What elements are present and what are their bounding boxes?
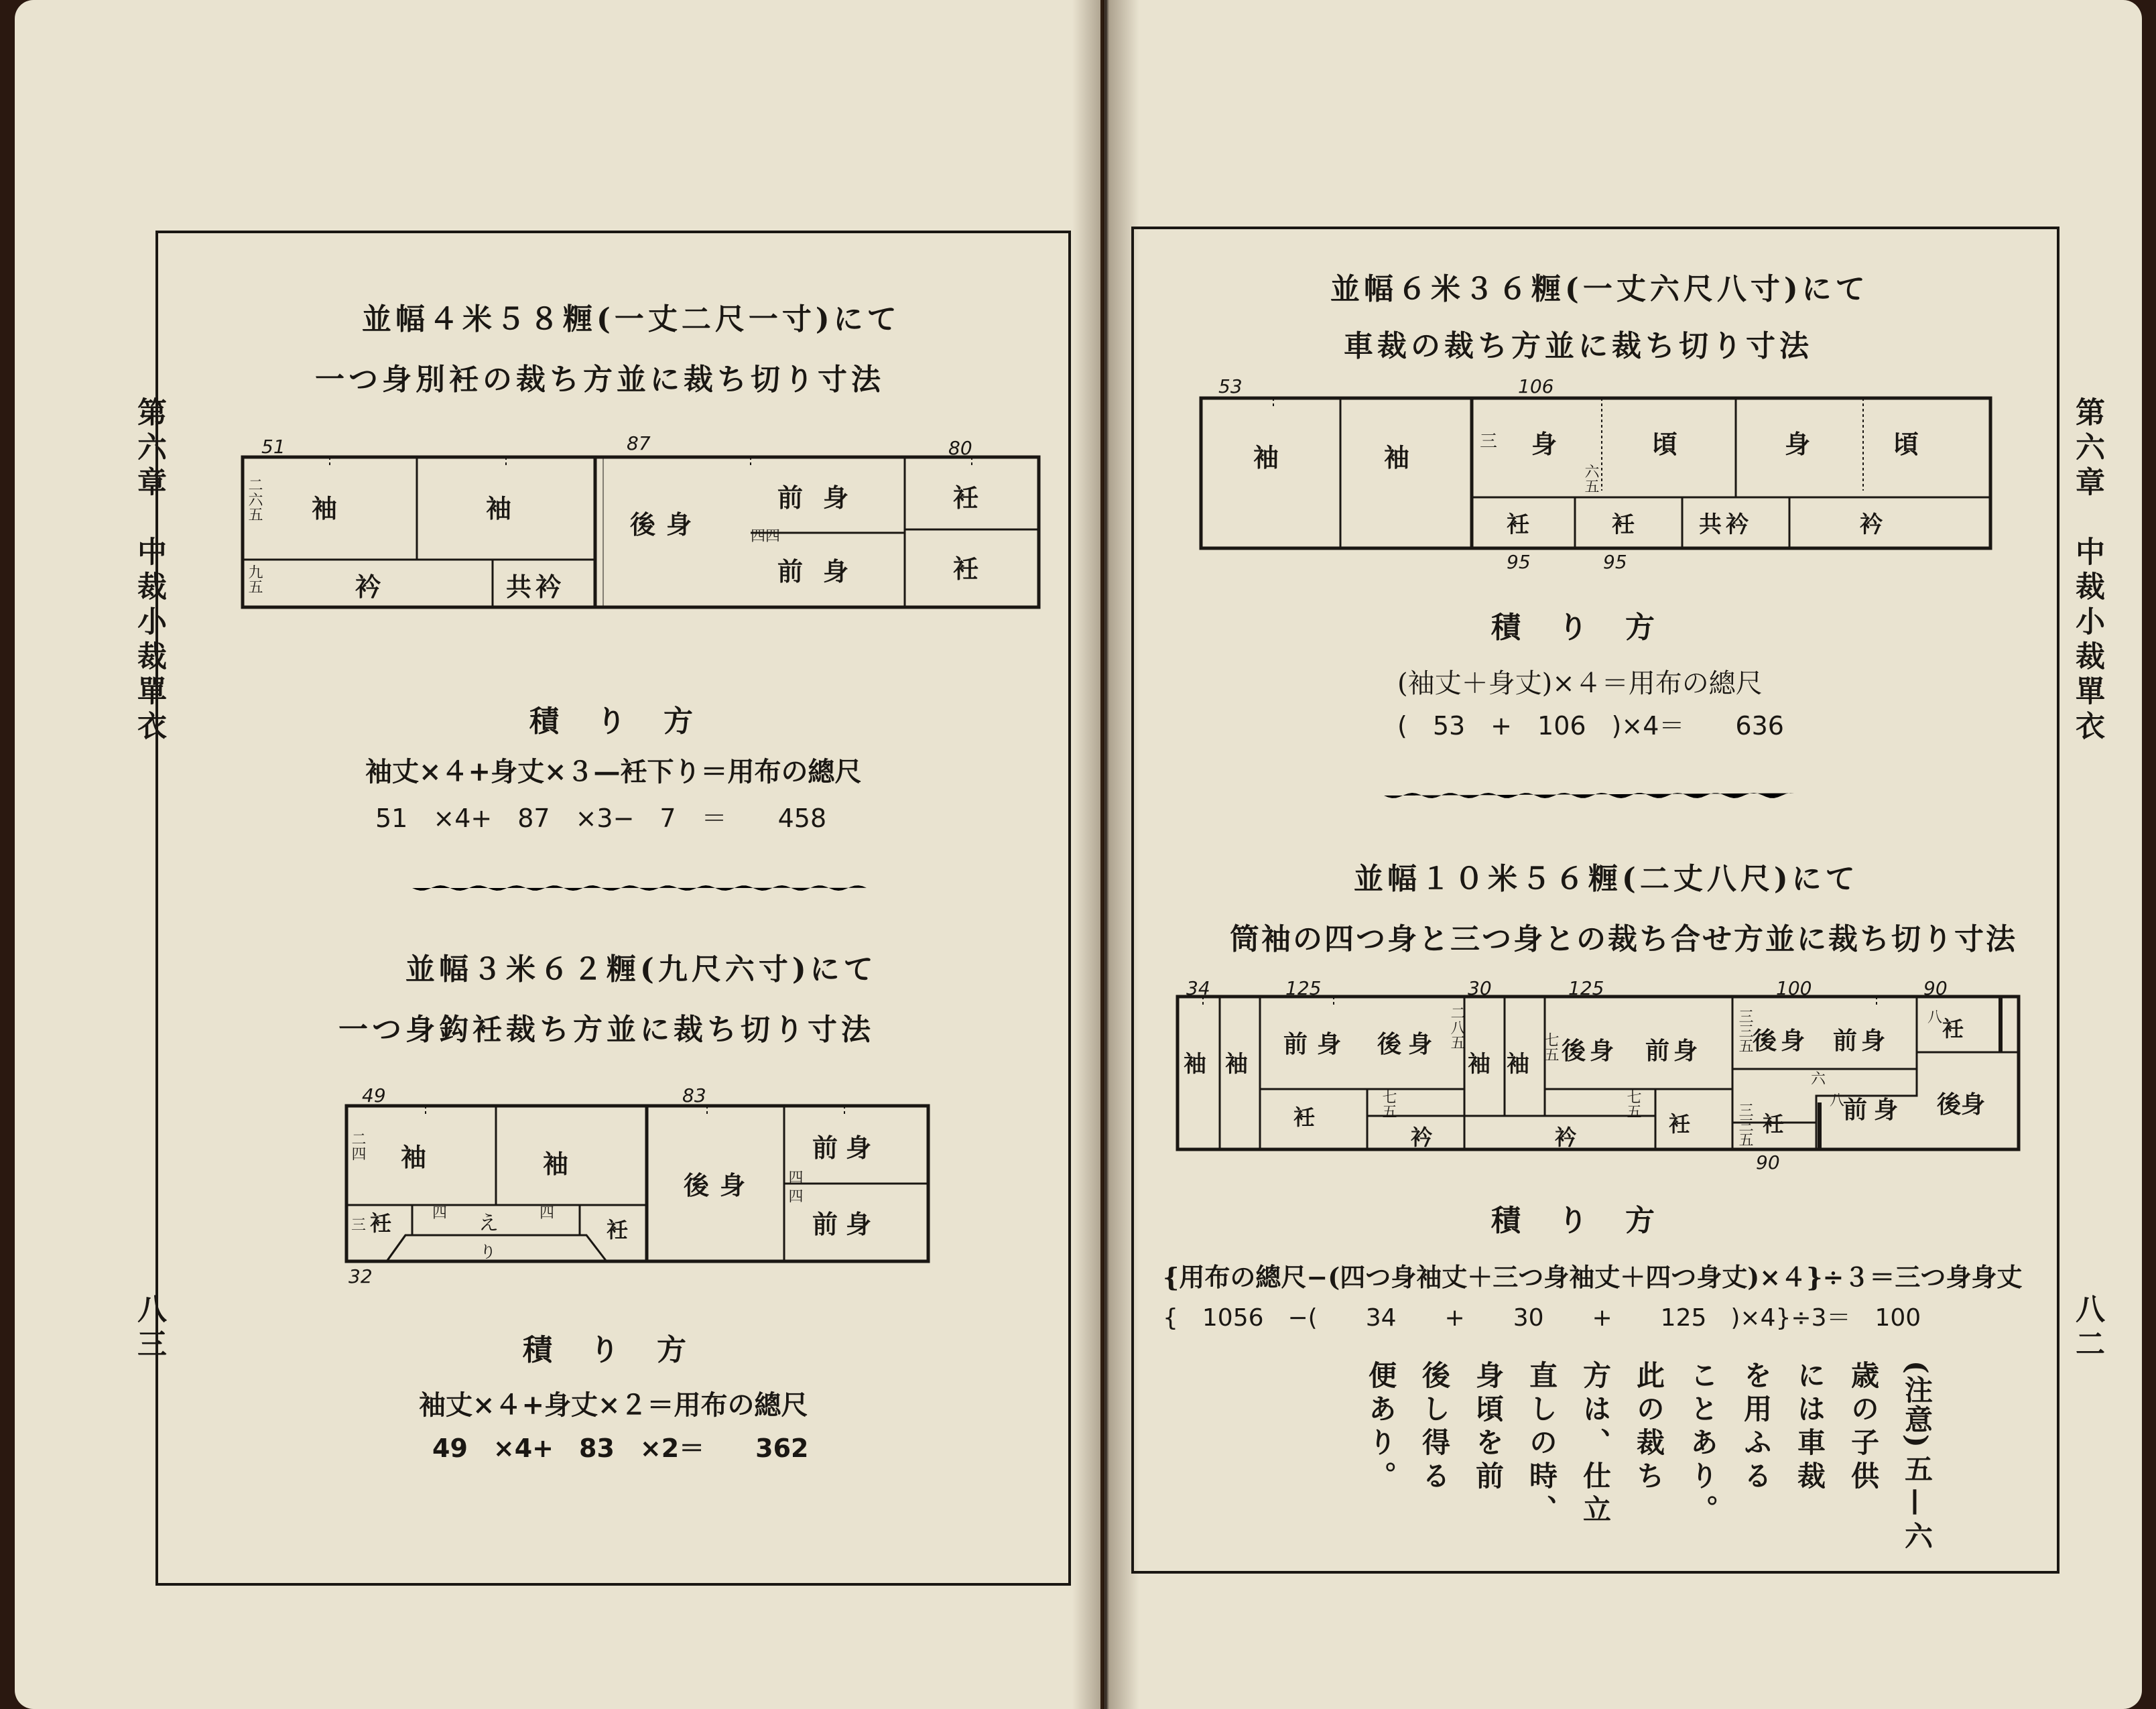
- left-s1-title2: 一つ身別衽の裁ち方並に裁ち切り寸法: [315, 363, 885, 397]
- right-s2-cell-eri1: 衿: [1411, 1125, 1433, 1150]
- right-s1-formula: (袖丈＋身丈)×４＝用布の總尺: [1397, 668, 1763, 699]
- right-s2-cell-maemi4: 前身: [1843, 1096, 1905, 1124]
- left-s2-note-n5: 四四: [786, 1169, 803, 1207]
- right-s2-title1: 並幅１０米５６糎(二丈八尺)にて: [1354, 862, 1859, 896]
- right-s2-cell-ushiromi4: 後身: [1937, 1090, 1986, 1119]
- right-s2-cell-okumi4: 衽: [1763, 1111, 1785, 1137]
- right-s2-dim-4: 100: [1776, 977, 1812, 999]
- left-s1-cell-sode1: 袖: [312, 493, 338, 523]
- note-line-7: 方は、仕立: [1579, 1360, 1612, 1528]
- left-s2-cell-okumi2: 衽: [607, 1217, 629, 1243]
- left-s1-note-n1: 二六五: [246, 477, 263, 521]
- right-s1-cell-okumi1: 衽: [1507, 511, 1529, 538]
- right-s2-cell-sode4: 袖: [1507, 1051, 1529, 1078]
- right-s2-note-n8: 八: [1927, 1009, 1943, 1026]
- right-s2-cell-maemi1: 前身: [1283, 1030, 1351, 1058]
- left-s2-cell-ushiromi: 後身: [684, 1170, 757, 1200]
- left-s1-calc: 51 ×4+ 87 ×3− 7 ＝ 458: [375, 804, 827, 833]
- right-s1-cell-koro1: 頃: [1652, 429, 1678, 459]
- left-s2-note-n3: 四: [432, 1205, 448, 1222]
- right-s1-tsumori-title: 積 り 方: [1491, 611, 1659, 645]
- note-label: (注意): [1901, 1360, 1933, 1449]
- right-s2-dim-5: 90: [1923, 977, 1948, 999]
- left-s2-cell-maemi2: 前身: [812, 1209, 880, 1239]
- right-s1-dim-sode: 53: [1218, 375, 1243, 397]
- right-s2-cell-sode3: 袖: [1468, 1051, 1491, 1078]
- right-s1-dim-okumi2: 95: [1603, 551, 1627, 573]
- note-line-5: ことあり。: [1686, 1360, 1719, 1528]
- left-s2-title2: 一つ身鈎衽裁ち方並に裁ち切り寸法: [338, 1013, 875, 1047]
- left-s2-note-n1: 二四: [349, 1131, 366, 1161]
- right-page-number: 八二: [2070, 1293, 2104, 1363]
- right-s2-dim-3: 125: [1568, 977, 1604, 999]
- right-caution-note: [1293, 1360, 1937, 1562]
- right-chapter-heading: 第六章 中裁小裁單衣: [2070, 397, 2104, 745]
- right-s2-note-n1: 二八五: [1448, 1005, 1465, 1050]
- right-s2-tsumori-title: 積 り 方: [1491, 1204, 1659, 1238]
- note-line-1: 五—六: [1901, 1454, 1933, 1555]
- right-s1-dim-mi: 106: [1518, 375, 1554, 397]
- right-s2-dim-0: 34: [1186, 977, 1210, 999]
- right-s1-dim-okumi1: 95: [1507, 551, 1531, 573]
- right-s2-note-n5: 三三五: [1736, 1009, 1753, 1053]
- left-s1-dim-sode: 51: [261, 436, 286, 458]
- left-s1-cell-maemi2: 前身: [777, 556, 869, 586]
- right-s1-cell-mi2: 身: [1785, 429, 1811, 459]
- right-s2-note-n6: 三三五: [1736, 1102, 1753, 1147]
- right-s1-cell-sode1: 袖: [1253, 442, 1279, 472]
- right-s1-cell-tomoeri: 共衿: [1699, 511, 1753, 538]
- right-s2-cell-ushiromi1: 後身: [1377, 1030, 1440, 1058]
- left-s2-title1: 並幅３米６２糎(九尺六寸)にて: [405, 952, 877, 987]
- left-s1-cell-okumi1: 衽: [953, 483, 979, 513]
- left-s2-note-n4: 四: [540, 1205, 555, 1222]
- note-line-3: には車裁: [1793, 1360, 1826, 1495]
- right-s1-note-n1: 三: [1480, 432, 1498, 452]
- left-s2-tsumori-title: 積 り 方: [523, 1333, 690, 1367]
- left-s2-dim-mi: 83: [682, 1084, 706, 1106]
- right-s2-calc: { 1056 −( 34 + 30 + 125 )×4}÷3＝ 100: [1163, 1304, 1921, 1332]
- left-s1-cell-eri: 衿: [355, 572, 381, 602]
- left-s1-note-n2: 九五: [246, 564, 263, 594]
- left-s1-dim-okumi: 80: [948, 437, 972, 459]
- right-s2-formula: {用布の總尺−(四つ身袖丈＋三つ身袖丈＋四つ身丈)×４}÷３＝三つ身身丈: [1163, 1262, 2023, 1292]
- left-s1-cell-tomoeri: 共衿: [506, 572, 566, 602]
- left-s2-cell-maemi1: 前身: [812, 1133, 880, 1163]
- left-s2-cell-sode1: 袖: [401, 1142, 427, 1172]
- note-line-4: を用ふる: [1740, 1360, 1773, 1495]
- right-s1-cell-koro2: 頃: [1893, 429, 1919, 459]
- right-s2-note-n2: 七五: [1542, 1032, 1559, 1062]
- note-line-9: 身頃を前: [1472, 1360, 1505, 1495]
- left-s2-formula: 袖丈×４+身丈×２＝用布の總尺: [419, 1389, 808, 1421]
- left-s2-dim-sode: 49: [362, 1084, 386, 1106]
- right-s2-cell-eri2: 衿: [1555, 1125, 1577, 1150]
- left-s1-tsumori-title: 積 り 方: [529, 704, 697, 739]
- left-s1-note-n3: 四四: [751, 528, 781, 545]
- left-s2-calc: 49 ×4+ 83 ×2＝ 362: [432, 1434, 809, 1463]
- right-s2-cell-okumi1: 衽: [1942, 1016, 1964, 1041]
- left-s2-cell-sode2: 袖: [543, 1149, 569, 1179]
- right-s2-note-n7: 六: [1811, 1071, 1826, 1088]
- right-s2-note-n9: 八: [1830, 1092, 1845, 1109]
- right-s1-cell-eri: 衿: [1860, 511, 1883, 538]
- note-line-11: 便あり。: [1365, 1360, 1397, 1495]
- right-s2-dim-6: 90: [1756, 1151, 1780, 1174]
- right-s1-cell-sode2: 袖: [1384, 442, 1410, 472]
- right-wavy-divider: [1384, 791, 1796, 800]
- note-line-6: 此の裁ち: [1633, 1360, 1665, 1495]
- right-s2-cell-okumi3: 衽: [1669, 1111, 1691, 1137]
- right-s2-note-n4: 七五: [1625, 1089, 1641, 1119]
- left-s1-title1: 並幅４米５８糎(一丈二尺一寸)にて: [362, 302, 901, 336]
- right-s2-cell-maemi2: 前身: [1645, 1037, 1702, 1065]
- right-s2-title2: 筒袖の四つ身と三つ身との裁ち合せ方並に裁ち切り寸法: [1230, 922, 2017, 956]
- left-s2-dim-bottom: 32: [348, 1265, 373, 1287]
- right-s2-cell-maemi3: 前身: [1833, 1027, 1890, 1055]
- left-s2-cell-okumi1: 衽: [370, 1210, 392, 1236]
- right-s1-calc: ( 53 + 106 )×4＝ 636: [1397, 711, 1784, 741]
- left-chapter-heading: 第六章 中裁小裁單衣: [132, 397, 166, 745]
- left-s1-cell-ushiromi: 後身: [630, 509, 703, 540]
- left-s1-cell-sode2: 袖: [486, 493, 512, 523]
- note-line-10: 後し得る: [1418, 1360, 1451, 1495]
- left-page-frame: [155, 231, 1071, 1586]
- left-wavy-divider: [412, 883, 868, 893]
- left-s1-cell-maemi1: 前身: [777, 483, 869, 513]
- right-s1-note-n2: 六五: [1582, 464, 1599, 493]
- left-s1-dim-mi: 87: [627, 432, 651, 454]
- right-s2-dim-1: 125: [1285, 977, 1322, 999]
- note-line-8: 直しの時、: [1525, 1360, 1558, 1528]
- left-s1-formula: 袖丈×４+身丈×３—衽下り＝用布の總尺: [365, 756, 862, 787]
- left-s1-cell-okumi2: 衽: [953, 554, 979, 584]
- right-s2-cell-okumi2: 衽: [1293, 1104, 1316, 1130]
- right-s2-cell-ushiromi3: 後身: [1753, 1027, 1810, 1055]
- right-s2-dim-2: 30: [1468, 977, 1492, 999]
- right-s1-cell-mi1: 身: [1531, 429, 1558, 459]
- right-s2-cell-sode1: 袖: [1184, 1051, 1206, 1078]
- left-page-number: 八三: [132, 1293, 166, 1363]
- right-s1-title1: 並幅６米３６糎(一丈六尺八寸)にて: [1330, 272, 1869, 306]
- left-s2-note-n2: 三: [351, 1217, 367, 1234]
- right-s2-cell-ushiromi2: 後身: [1562, 1037, 1619, 1065]
- left-s2-cell-e: え: [479, 1212, 499, 1235]
- right-s1-cell-okumi2: 衽: [1612, 511, 1635, 538]
- book-gutter: [1072, 0, 1139, 1709]
- left-s2-cell-ri: り: [480, 1243, 496, 1261]
- note-line-2: 歳の子供: [1847, 1360, 1880, 1495]
- right-s1-title2: 車裁の裁ち方並に裁ち切り寸法: [1344, 329, 1813, 363]
- right-s2-cell-sode2: 袖: [1225, 1051, 1248, 1078]
- right-s2-note-n3: 七五: [1380, 1089, 1397, 1119]
